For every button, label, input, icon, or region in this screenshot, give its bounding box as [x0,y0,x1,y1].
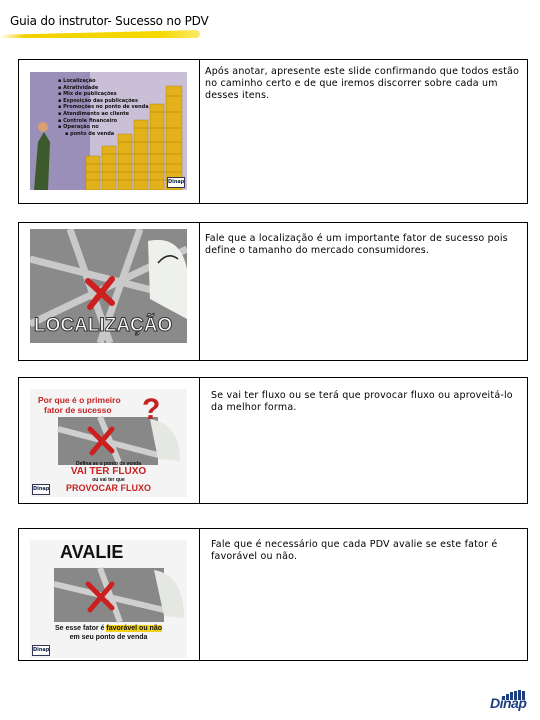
slide-thumbnail-localizacao [30,229,187,343]
slide-row-4 [18,528,528,661]
slide-heading: AVALIE [60,542,124,562]
thumbnail-cell [19,378,200,503]
instructor-note: Se vai ter fluxo ou se terá que provocar fluxo ou aproveitá-lo da melhor forma. [211,390,513,413]
instructor-note: Após anotar, apresente este slide confirmando que todos estão no caminho certo e de que iremos discorrer sobre cada um desses itens. [205,66,520,101]
thumbnail-cell [19,60,200,203]
slide-thumbnail-avalie [30,540,187,658]
svg-text:?: ? [142,393,161,426]
thumbnail-cell [19,529,200,660]
slide-row-3 [18,377,528,504]
dinap-logo-small: Dinap [167,177,185,188]
slide-thumbnail-fluxo [30,389,187,497]
slide-row-1 [18,59,528,204]
slide-body: Defina se o ponto de venda VAI TER FLUXO ou vai ter que PROVOCAR FLUXO [65,461,151,493]
thumbnail-cell [19,223,200,360]
slide-row-2 [18,222,528,361]
slide-bullet-list: ▪ Localização ▪ Atratividade ▪ Mix de publicações ▪ Exposição das publicações ▪ Promoções no ponto de venda ▪ Atendimento ao cliente ▪ Controle financeiro ▪ Operação no ▪ ponto de venda [58,78,149,137]
instructor-note: Fale que é necessário que cada PDV avalie se este fator é favorável ou não. [211,539,498,562]
dinap-logo [488,688,536,716]
page-title: Guia do instrutor- Sucesso no PDV [10,14,209,28]
slide-body: Se esse fator é favorável ou não em seu ponto de venda [54,625,162,641]
dinap-logo-small: Dinap [32,645,50,656]
slide-heading: LOCALIZAÇÃO [34,315,173,336]
slide-question: Por que é o primeiro fator de sucesso [38,395,121,415]
brand-name: Dinap [490,695,527,711]
title-underline [0,30,200,38]
slide-thumbnail-success-factors [30,72,187,190]
instructor-note: Fale que a localização é um importante fator de sucesso pois define o tamanho do mercado consumidores. [205,233,508,256]
dinap-logo-small: Dinap [32,484,50,495]
